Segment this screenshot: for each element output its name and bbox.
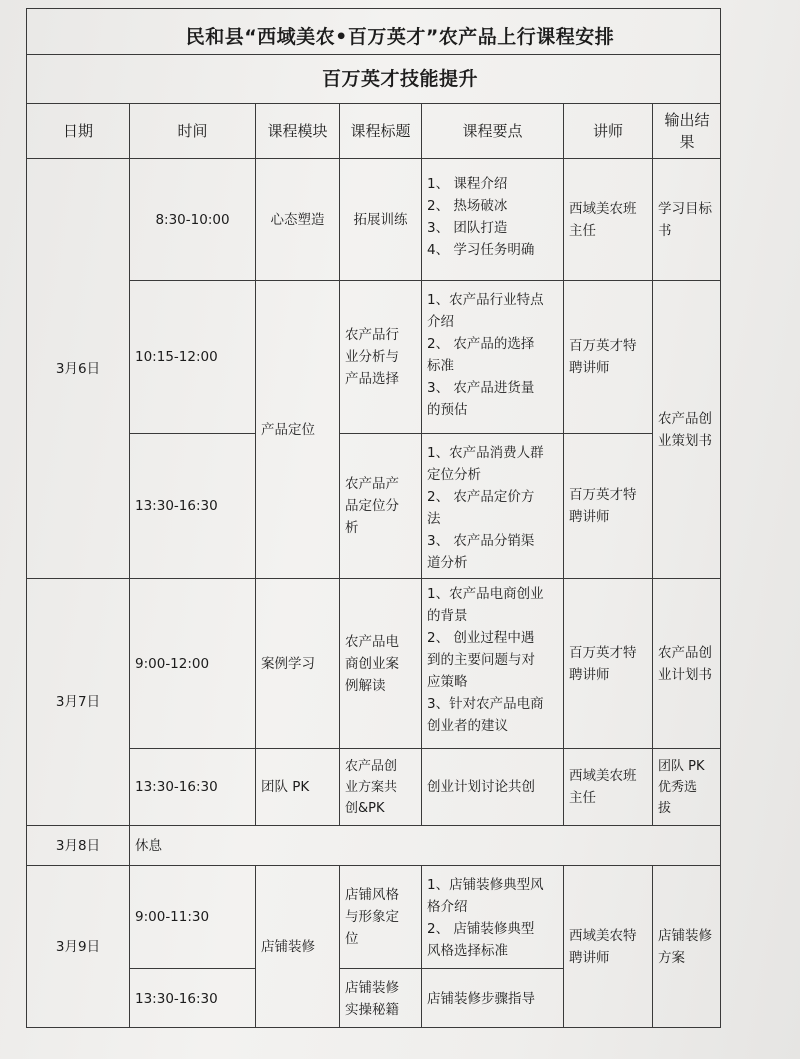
date-cell: 3月9日 xyxy=(26,865,129,1028)
course-title-cell: 农产品电 商创业案 例解读 xyxy=(339,578,421,748)
points-cell: 店铺装修步骤指导 xyxy=(421,968,563,1028)
rest-cell: 休息 xyxy=(129,825,721,865)
header-date: 日期 xyxy=(26,103,129,158)
title-divider xyxy=(26,54,721,55)
time-cell: 9:00-12:00 xyxy=(129,578,255,748)
points-cell: 创业计划讨论共创 xyxy=(421,748,563,825)
course-title-cell: 店铺装修 实操秘籍 xyxy=(339,968,421,1028)
header-time: 时间 xyxy=(129,103,255,158)
date-cell: 3月7日 xyxy=(26,578,129,825)
module-cell: 产品定位 xyxy=(255,280,339,578)
course-title-cell: 农产品行 业分析与 产品选择 xyxy=(339,280,421,433)
output-cell: 农产品创 业策划书 xyxy=(652,280,721,578)
time-cell: 10:15-12:00 xyxy=(129,280,255,433)
lecturer-cell: 西域美农班 主任 xyxy=(563,158,652,280)
time-cell: 13:30-16:30 xyxy=(129,968,255,1028)
output-cell: 学习目标 书 xyxy=(652,158,721,280)
course-title-cell: 店铺风格 与形象定 位 xyxy=(339,865,421,968)
output-cell: 店铺装修 方案 xyxy=(652,865,721,1028)
lecturer-cell: 百万英才特 聘讲师 xyxy=(563,280,652,433)
header-lecturer: 讲师 xyxy=(563,103,652,158)
header-output: 输出结 果 xyxy=(652,103,721,158)
lecturer-cell: 西域美农班 主任 xyxy=(563,748,652,825)
course-title-cell: 拓展训练 xyxy=(339,158,421,280)
module-cell: 店铺装修 xyxy=(255,865,339,1028)
header-points: 课程要点 xyxy=(421,103,563,158)
module-cell: 心态塑造 xyxy=(255,158,339,280)
document-subtitle: 百万英才技能提升 xyxy=(321,68,478,90)
header-module: 课程模块 xyxy=(255,103,339,158)
document-title: 民和县“西域美农•百万英才”农产品上行课程安排 xyxy=(185,26,615,48)
points-cell: 1、农产品消费人群 定位分析 2、 农产品定价方 法 3、 农产品分销渠 道分析 xyxy=(421,433,563,578)
points-cell: 1、农产品电商创业 的背景 2、 创业过程中遇 到的主要问题与对 应策略 3、针对农产品电商 创业者的建议 xyxy=(421,578,563,748)
lecturer-cell: 西域美农特 聘讲师 xyxy=(563,865,652,1028)
header-course-title: 课程标题 xyxy=(339,103,421,158)
points-cell: 1、农产品行业特点 介绍 2、 农产品的选择 标准 3、 农产品进货量 的预估 xyxy=(421,280,563,433)
module-cell: 团队 PK xyxy=(255,748,339,825)
output-cell: 团队 PK 优秀选 拔 xyxy=(652,748,721,825)
time-cell: 8:30-10:00 xyxy=(129,158,255,280)
lecturer-cell: 百万英才特 聘讲师 xyxy=(563,578,652,748)
module-cell: 案例学习 xyxy=(255,578,339,748)
course-title-cell: 农产品产 品定位分 析 xyxy=(339,433,421,578)
time-cell: 13:30-16:30 xyxy=(129,433,255,578)
date-cell: 3月6日 xyxy=(26,158,129,578)
time-cell: 9:00-11:30 xyxy=(129,865,255,968)
course-title-cell: 农产品创 业方案共 创&PK xyxy=(339,748,421,825)
date-cell: 3月8日 xyxy=(26,825,129,865)
output-cell: 农产品创 业计划书 xyxy=(652,578,721,748)
points-cell: 1、店铺装修典型风 格介绍 2、 店铺装修典型 风格选择标准 xyxy=(421,865,563,968)
points-cell: 1、 课程介绍 2、 热场破冰 3、 团队打造 4、 学习任务明确 xyxy=(421,158,563,280)
time-cell: 13:30-16:30 xyxy=(129,748,255,825)
lecturer-cell: 百万英才特 聘讲师 xyxy=(563,433,652,578)
